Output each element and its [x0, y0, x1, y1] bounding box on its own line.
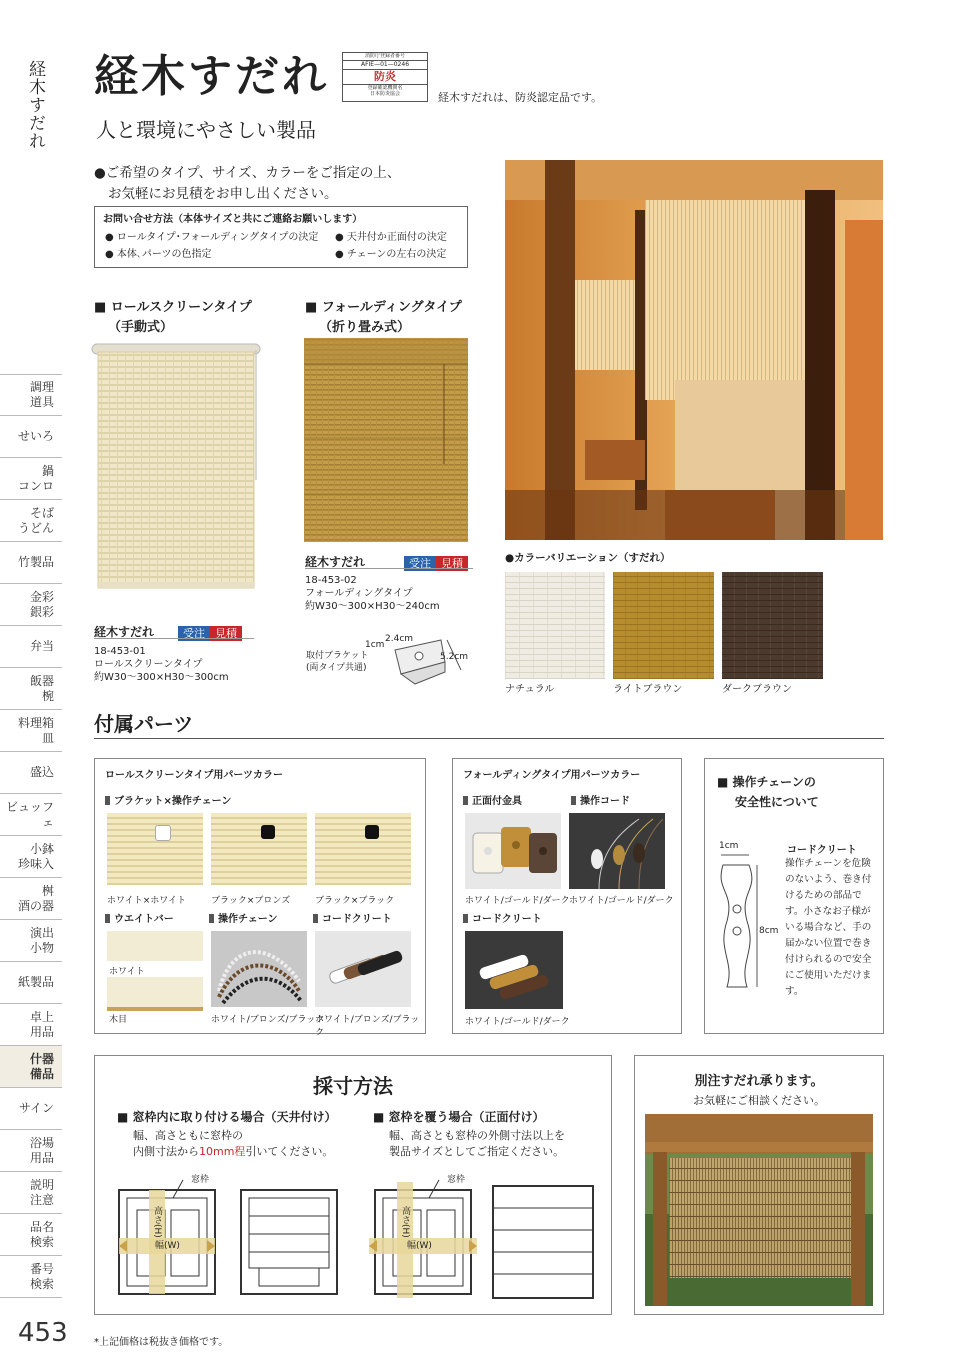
side-tab-label: 調理 道具 [29, 379, 54, 409]
side-tab[interactable] [0, 500, 62, 542]
bracket-label-line1: 取付ブラケット [306, 651, 369, 661]
custom-subtitle: お気軽にご相談ください。 [693, 1094, 825, 1107]
swatch-label-light-brown: ライトブラウン [613, 684, 683, 695]
side-tab[interactable] [0, 878, 62, 920]
side-tab-label: 桝 酒の器 [17, 883, 54, 913]
roll-parts-title: ロールスクリーンタイプ用パーツカラー [105, 770, 283, 781]
fold-clip-caption: ホワイト/ゴールド/ダーク [465, 1017, 570, 1027]
side-tab-label: 什器 備品 [29, 1051, 54, 1081]
roll-clip-title-text: コードクリート [322, 914, 392, 925]
front-frame-label: 窓枠 [447, 1175, 466, 1185]
side-tab[interactable] [0, 752, 62, 794]
roll-size: 約W30〜300×H30〜300cm [94, 672, 229, 683]
intro-line1: ●ご希望のタイプ、サイズ、カラーをご指定の上、 [94, 165, 401, 181]
roll-screen-image [90, 330, 262, 592]
side-tab-label: そば うどん [17, 505, 54, 535]
page-subtitle: 人と環境にやさしい製品 [96, 118, 316, 142]
cert-mark: 防炎 [374, 70, 396, 83]
cord-title-text: 操作コード [580, 796, 630, 807]
roll-parts-box [94, 758, 426, 1038]
side-tab[interactable] [0, 584, 62, 626]
side-tab[interactable] [0, 920, 62, 962]
bracket-label-line2: (両タイプ共通) [306, 663, 367, 673]
chain-title [209, 913, 278, 927]
side-tab-label: 金彩 銀彩 [29, 589, 54, 619]
cert-line1: 消防庁登録者番号 [364, 53, 405, 59]
cert-code: AFIE—01—0246 [343, 60, 427, 70]
intro-line2: お気軽にお見積をお申し出ください。 [108, 186, 338, 202]
bracket-black-black-photo [315, 813, 411, 885]
footnote: *上記価格は税抜き価格です。 [94, 1337, 229, 1348]
roll-heading: ■ ロールスクリーンタイプ [94, 300, 252, 315]
side-tab-label: 紙製品 [17, 975, 54, 989]
side-tab-label: 料理箱 皿 [17, 715, 54, 745]
folding-type: フォールディングタイプ [305, 588, 413, 599]
fireproof-cert-label [342, 52, 428, 102]
weight-caption-white: ホワイト [109, 967, 145, 977]
swatch-label-natural: ナチュラル [505, 684, 555, 695]
color-variation-title: ●カラーバリエーション（すだれ） [505, 552, 671, 564]
chain-photo [211, 931, 307, 1007]
safety-title-2: 安全性について [735, 795, 819, 809]
side-tab[interactable] [0, 1046, 62, 1088]
front-line1: 幅、高さとも窓枠の外側寸法以上を [389, 1129, 565, 1142]
folding-heading-sub: （折り畳み式） [319, 320, 411, 335]
side-tab-label: 演出 小物 [29, 925, 54, 955]
inquiry-title: お問い合せ方法（本体サイズと共にご連絡お願いします） [103, 214, 363, 225]
side-tab[interactable] [0, 794, 62, 836]
side-tab[interactable] [0, 710, 62, 752]
roll-clip-title [313, 913, 392, 927]
side-tab-label: 浴場 用品 [29, 1135, 54, 1165]
ceiling-height-label: 高さ(H) [152, 1206, 162, 1238]
side-tab-label: 卓上 用品 [29, 1009, 54, 1039]
estimate-badge: 見積 [436, 556, 468, 571]
bracket-black-bronze-photo [211, 813, 307, 885]
side-tab[interactable] [0, 836, 62, 878]
side-tab-label: 弁当 [29, 639, 54, 653]
weight-bar-white [107, 931, 203, 965]
swatch-light-brown [613, 572, 714, 679]
inquiry-item-2: ● 天井付か正面付の決定 [335, 232, 447, 243]
bracket-dim-1: 1cm [365, 640, 385, 650]
side-tab[interactable] [0, 1172, 62, 1214]
bracket-white-photo [107, 813, 203, 885]
bracket-dim-2: 2.4cm [385, 634, 414, 644]
cord-caption: ホワイト/ゴールド/ダーク [569, 896, 674, 906]
front-mount-photo [465, 813, 561, 889]
front-heading: ■ 窓枠を覆う場合（正面付け） [373, 1110, 545, 1124]
ceiling-line2-a: 内側寸法から [133, 1145, 199, 1158]
side-tab[interactable] [0, 1214, 62, 1256]
side-tab-label: せいろ [17, 429, 54, 443]
side-tab-label: 飯器 椀 [29, 673, 54, 703]
ceiling-heading: ■ 窓枠内に取り付ける場合（天井付け） [117, 1110, 337, 1124]
safety-dim-height: 8cm [759, 926, 779, 936]
safety-clip-name: コードクリート [787, 845, 857, 856]
order-badge: 受注 [178, 626, 210, 641]
weight-bar-wood [107, 977, 203, 1011]
swatch-natural [505, 572, 605, 679]
custom-order-box [634, 1055, 884, 1315]
bracket-caption-2: ブラック×ブロンズ [211, 896, 291, 906]
safety-title-1: ■ 操作チェーンの [717, 775, 816, 789]
roll-divider [94, 638, 254, 639]
side-tab[interactable] [0, 668, 62, 710]
side-tab[interactable] [0, 542, 62, 584]
bracket-diagram [365, 634, 469, 690]
parts-section-title: 付属パーツ [94, 712, 194, 736]
side-tab[interactable] [0, 1256, 62, 1298]
page-number: 453 [18, 1318, 68, 1348]
custom-blind-photo [645, 1114, 873, 1306]
ceiling-width-label: 幅(W) [155, 1241, 180, 1251]
side-tab-label: サイン [18, 1101, 54, 1115]
front-mount-title-text: 正面付金具 [472, 796, 522, 807]
side-tab-label: 竹製品 [17, 555, 54, 569]
page-title: 経木すだれ [94, 51, 329, 102]
front-mount-diagram [369, 1168, 605, 1308]
order-badge: 受注 [404, 556, 436, 571]
ceiling-frame-label: 窓枠 [191, 1175, 210, 1185]
custom-title: 別注すだれ承ります。 [694, 1074, 824, 1089]
measurement-box [94, 1055, 612, 1315]
ceiling-line2-highlight: 10mm程 [199, 1145, 246, 1158]
cord-photo [569, 813, 665, 889]
side-tab-label: 説明 注意 [29, 1177, 54, 1207]
roll-code: 18-453-01 [94, 646, 146, 657]
folding-divider [305, 568, 473, 569]
side-tab-label: 盛込 [29, 765, 54, 779]
side-tab-label: 鍋 コンロ [17, 463, 54, 493]
inquiry-box [94, 206, 468, 268]
bracket-chain-title [105, 795, 231, 809]
chain-title-text: 操作チェーン [218, 914, 278, 925]
estimate-badge: 見積 [210, 626, 242, 641]
cert-line3: 登録確認機関名 [343, 84, 427, 91]
folding-screen-image [302, 334, 472, 546]
weight-bar-title [105, 913, 174, 927]
inquiry-item-3: ● 本体､パーツの色指定 [105, 249, 212, 260]
folding-parts-box [452, 758, 682, 1034]
ceiling-line1: 幅、高さともに窓枠の [133, 1129, 243, 1142]
side-tab[interactable] [0, 416, 62, 458]
ceiling-line2 [133, 1143, 333, 1159]
parts-section-rule [94, 738, 884, 739]
restaurant-interior-photo [505, 160, 883, 540]
side-tab[interactable] [0, 1004, 62, 1046]
side-tab[interactable] [0, 626, 62, 668]
swatch-dark-brown [722, 572, 823, 679]
roll-clip-photo [315, 931, 411, 1007]
folding-parts-title: フォールディングタイプ用パーツカラー [463, 770, 641, 781]
inquiry-item-4: ● チェーンの左右の決定 [335, 249, 447, 260]
front-height-label: 高さ(H) [400, 1206, 410, 1238]
safety-description: 操作チェーンを危険のないよう、巻き付けるための部品です。小さなお子様がいる場合など、手の届かない位置で巻き付けられるので安全にご使用いただけます。 [785, 858, 872, 997]
side-tab-label: 番号 検索 [29, 1261, 54, 1291]
side-tab[interactable] [0, 1130, 62, 1172]
front-mount-title [463, 795, 522, 809]
safety-dim-width: 1cm [719, 841, 739, 851]
fold-clip-title-text: コードクリート [472, 914, 542, 925]
side-tab[interactable] [0, 1088, 62, 1130]
bracket-chain-title-text: ブラケット×操作チェーン [114, 796, 232, 807]
bracket-caption-3: ブラック×ブラック [315, 896, 395, 906]
front-line2: 製品サイズとしてご指定ください。 [389, 1145, 565, 1158]
fold-clip-title [463, 913, 542, 927]
cert-line4: 日本防炎協会 [369, 91, 400, 97]
weight-bar-title-text: ウエイトバー [114, 914, 174, 925]
fold-clip-photo [465, 931, 563, 1009]
side-tab-label: 品名 検索 [29, 1219, 54, 1249]
bracket-label [306, 650, 369, 674]
side-tab-label: 小鉢 珍味入 [17, 841, 54, 871]
cord-title [571, 795, 630, 809]
weight-caption-wood: 木目 [109, 1015, 128, 1025]
front-mount-caption: ホワイト/ゴールド/ダーク [465, 896, 570, 906]
cert-note: 経木すだれは、防炎認定品です。 [438, 91, 603, 104]
measure-title: 採寸方法 [313, 1074, 393, 1098]
chain-safety-box [704, 758, 884, 1034]
swatch-label-dark-brown: ダークブラウン [722, 684, 792, 695]
folding-size: 約W30〜300×H30〜240cm [305, 601, 440, 612]
chain-caption: ホワイト/ブロンズ/ブラック [211, 1015, 325, 1025]
inquiry-item-1: ● ロールタイプ･フォールディングタイプの決定 [105, 232, 319, 243]
category-vertical-title: 経木すだれ [25, 60, 45, 150]
bracket-dim-3: 5.2cm [440, 652, 469, 662]
ceiling-mount-diagram [113, 1168, 349, 1308]
folding-code: 18-453-02 [305, 575, 357, 586]
front-width-label: 幅(W) [407, 1241, 432, 1251]
side-tab[interactable] [0, 374, 62, 416]
roll-heading-sub: （手動式） [108, 320, 174, 335]
roll-type: ロールスクリーンタイプ [94, 659, 203, 670]
side-tab[interactable] [0, 962, 62, 1004]
roll-name: 経木すだれ [94, 625, 155, 639]
side-tab-label: ビュッフェ [5, 799, 54, 829]
folding-heading: ■ フォールディングタイプ [305, 300, 462, 315]
side-tab-top-rule [0, 374, 62, 375]
roll-clip-caption: ホワイト/ブロンズ/ブラック [315, 1015, 420, 1038]
ceiling-line2-c: 引いてください。 [245, 1145, 334, 1158]
folding-name: 経木すだれ [305, 555, 366, 569]
bracket-caption-1: ホワイト×ホワイト [107, 896, 187, 906]
side-tab[interactable] [0, 458, 62, 500]
